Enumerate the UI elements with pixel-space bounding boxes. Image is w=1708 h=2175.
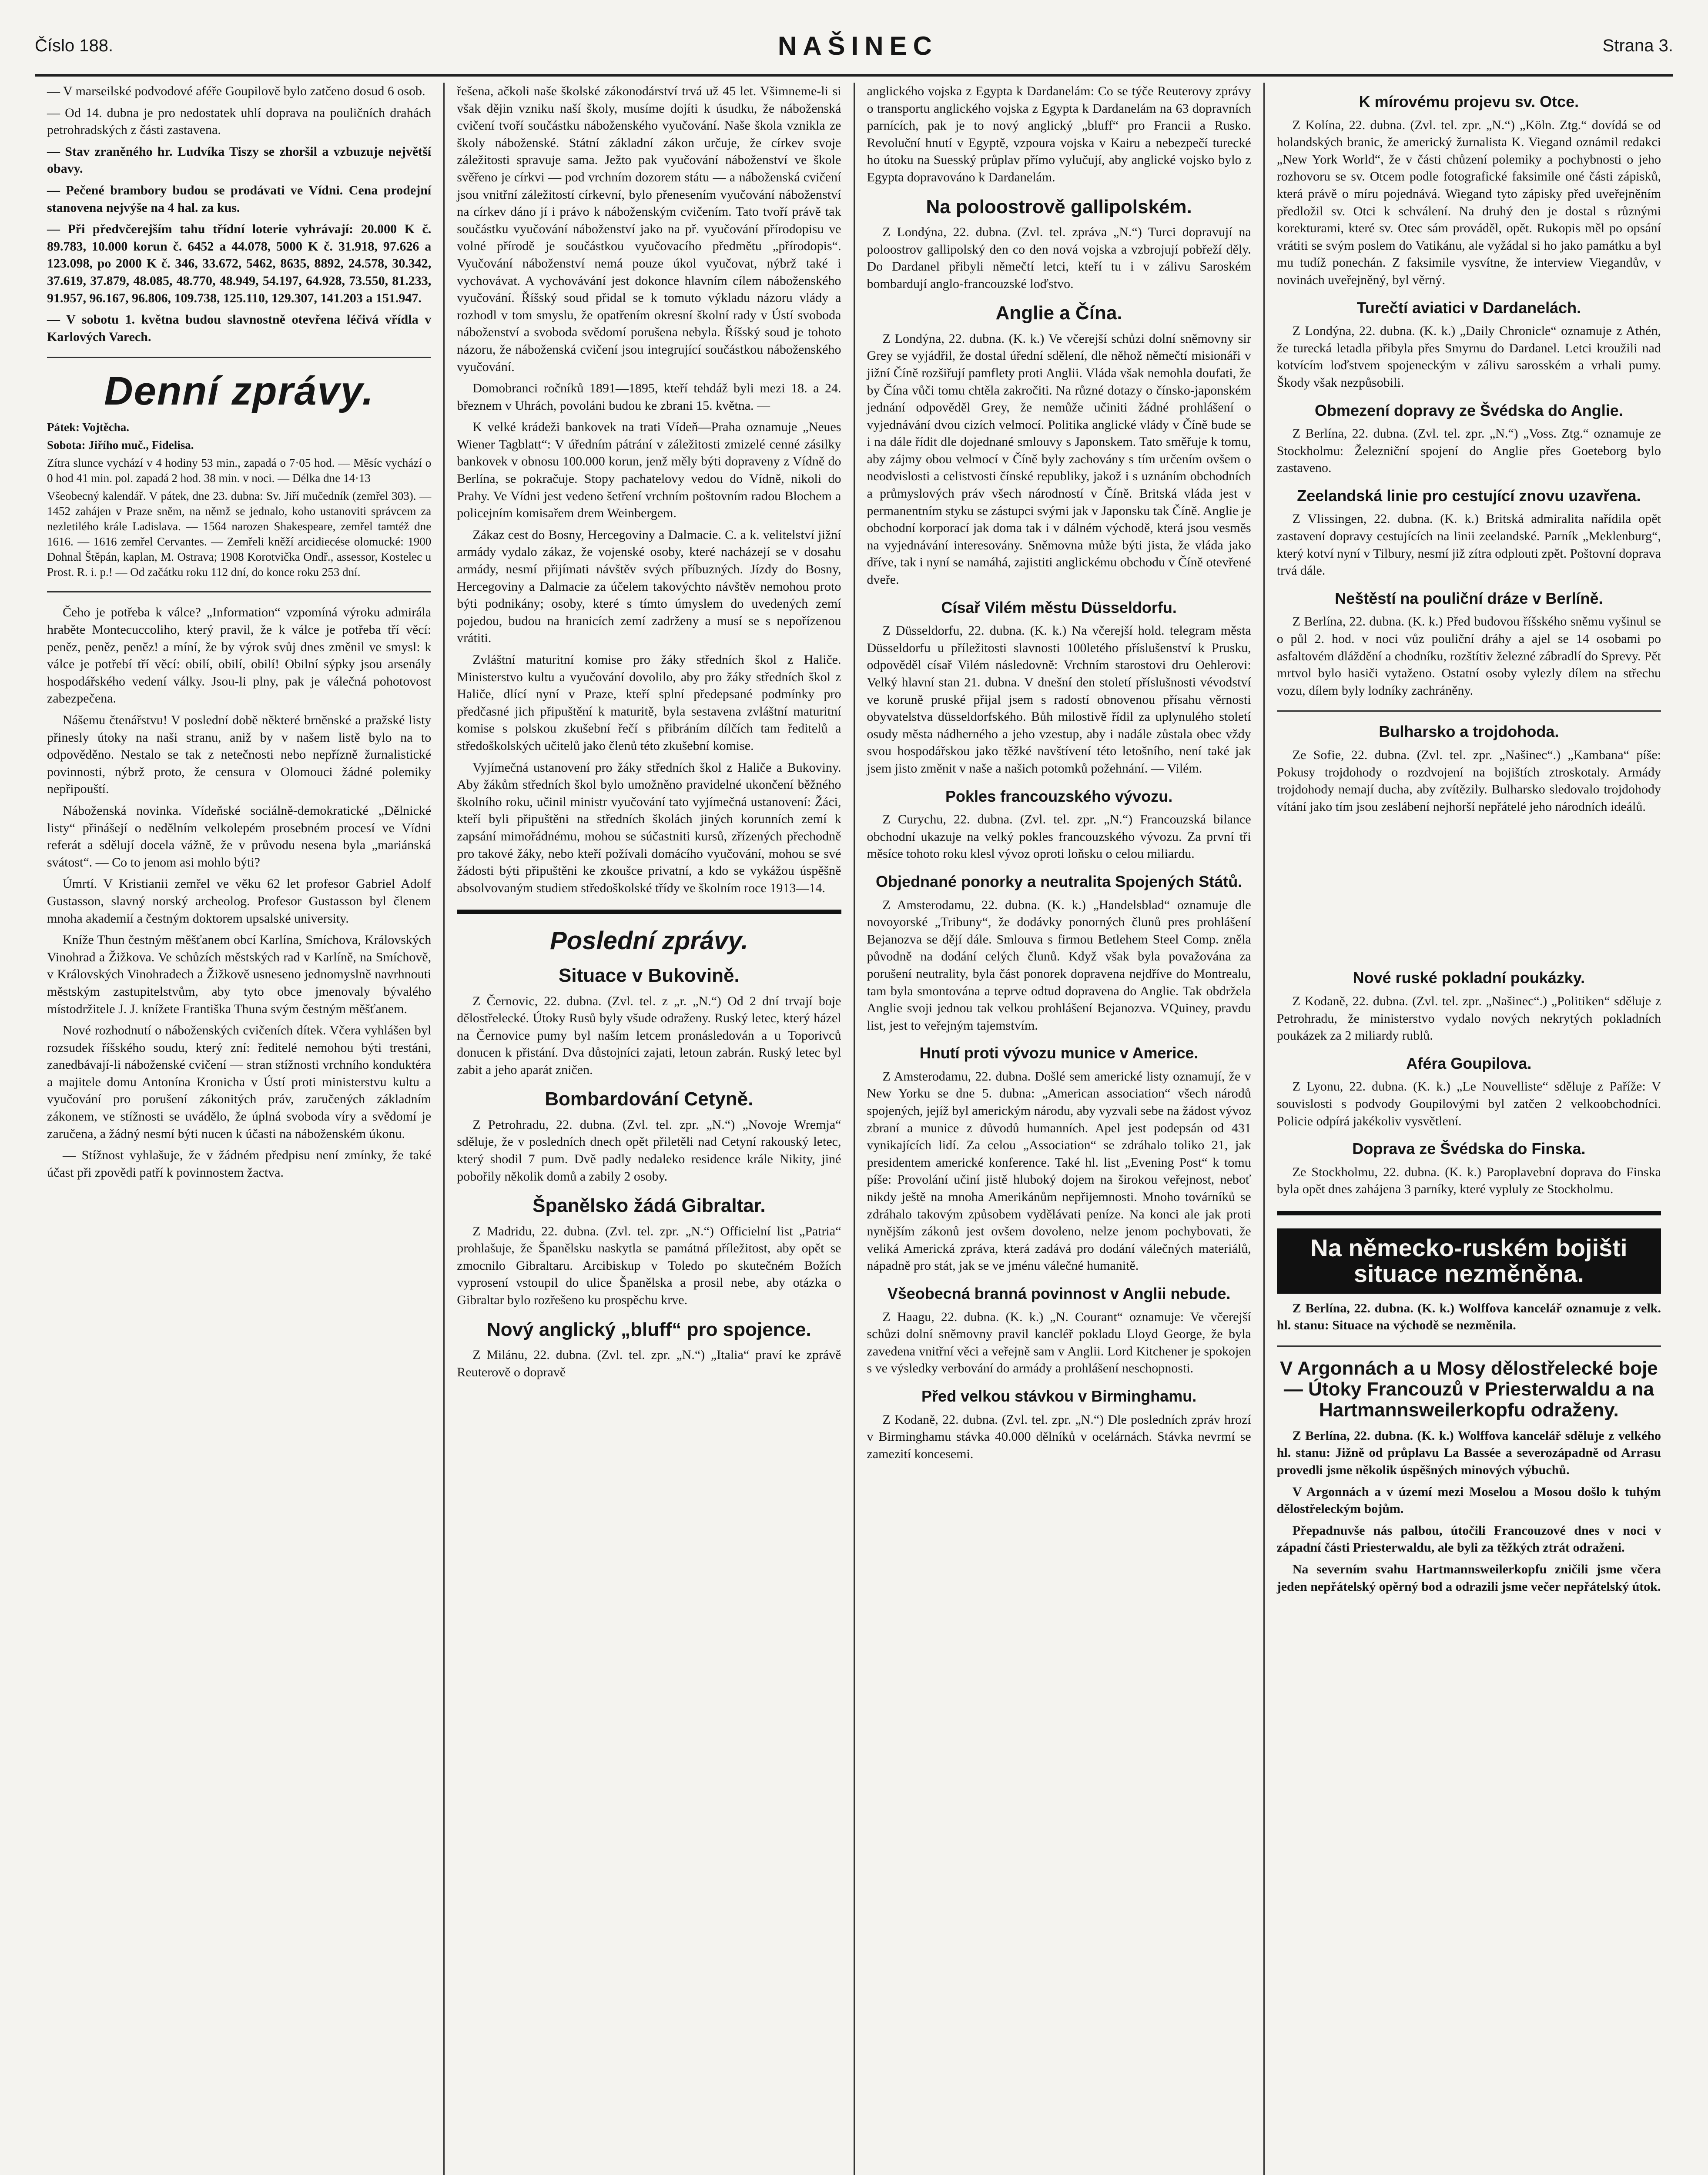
- article-paragraph: — Stížnost vyhlašuje, že v žádném předpisu není zmínky, že také účast při zpovědi patří k povinnostem žactva.: [47, 1148, 432, 1180]
- article-heading: Neštěstí na pouliční dráze v Berlíně.: [1335, 589, 1603, 607]
- article-paragraph: Z Madridu, 22. dubna. (Zvl. tel. zpr. „N.“) Officielní list „Patria“ prohlašuje, že Španělsku naskytla se památná příležitost, aby opět se zmocnilo Gibraltaru. Arcibiskup v Toledo po skutečném Božích vyprosení vstoupil do ulice Španělska a prosil nebe, aby otázka o Gibraltar bylo rozřešeno ku prospěchu krve.: [457, 1224, 841, 1307]
- empty-space: [1277, 820, 1661, 959]
- article-paragraph: Z Vlissingen, 22. dubna. (K. k.) Britská admiralita nařídila opět zastavení dopravy cestujících na linii zeelandské. Parník „Meklenburg“, který kotví nyní v Tilbury, nesmí již zítra odplouti zpět. Poštovní doprava trvá dále.: [1276, 512, 1661, 578]
- article-paragraph: Na severním svahu Hartmannsweilerkopfu zničili jsme včera jeden nepřátelský opěrný bod a odrazili jsme večer nepřátelský útok.: [1276, 1562, 1661, 1594]
- divider: [1277, 1345, 1661, 1347]
- article-heading: Turečtí aviatici v Dardanelách.: [1356, 298, 1581, 317]
- short-note: — V sobotu 1. května budou slavnostně otevřena léčivá vřídla v Karlových Varech.: [47, 312, 432, 344]
- article-heading-inverted: Na německo-ruském bojišti situace nezměněna.: [1277, 1228, 1661, 1294]
- divider: [1277, 1211, 1661, 1215]
- article-paragraph: Náboženská novinka. Vídeňské sociálně-demokratické „Dělnické listy“ přinášejí o nedělním velkolepém prosebném procesí ve Vídni referát a sdělují docela vážně, že v průvodu nesena byla „mariánská svátost“. — Co to jenom asi mohlo býti?: [47, 803, 432, 870]
- newspaper-columns: [35, 83, 1673, 2175]
- article-paragraph: Kníže Thun čestným měšťanem obcí Karlína, Smíchova, Královských Vinohrad a Žižkova. Ve schůzích městských rad v Karlíně, na Smíchově, v Královských Vinohradech a Žižkově usneseno jednomyslně navrhnouti městským zastupitelstvům, aby tyto obce jmenovaly bývalého místodržitele J. J. knížete Františka Thuna svým čestným měšťanem.: [47, 933, 432, 1016]
- divider: [457, 910, 841, 914]
- article-paragraph: Z Milánu, 22. dubna. (Zvl. tel. zpr. „N.“) „Italia“ praví ke zprávě Reuterově o dopravě: [457, 1347, 841, 1379]
- article-paragraph: Z Londýna, 22. dubna. (K. k.) „Daily Chronicle“ oznamuje z Athén, že turecká letadla přibyla přes Smyrnu do Dardanel. Letci kroužili nad kotvícím loďstvem spojeneckým v zálivu sarosském a vrhali pumy. Škody však nezpůsobili.: [1276, 324, 1661, 390]
- short-note: — V marseilské podvodové aféře Goupilově bylo zatčeno dosud 6 osob.: [47, 84, 425, 98]
- article-heading: Španělsko žádá Gibraltar.: [532, 1195, 766, 1217]
- article-heading: Objednané ponorky a neutralita Spojených Států.: [876, 872, 1242, 890]
- article-paragraph: Z Berlína, 22. dubna. (K. k.) Před budovou říšského sněmu vyšinul se o půl 2. hod. v noci vůz pouliční dráhy a ajel se 14 osobami po asfaltovém dláždění a chodníku, rozštítiv železné zábradlí do Sprevy. Pět mrtvol bylo hasiči vytaženo. Ostatní osoby vylezly dílem na střechu vozu, dílem byly lodníky zachráněny.: [1276, 614, 1661, 698]
- article-paragraph: Nové rozhodnutí o náboženských cvičeních dítek. Včera vyhlášen byl rozsudek říšského soudu, který zní: ředitelé nemohou býti trestáni, zanedbávají-li náboženské cvičení — stran stížnosti vrchního konduktéra a majitele domu Antonína Kronicha v Ústí proti ministerstvu kultu a vyučování pro porušení zákonitých práv, zaručených základním zákonem, ve stížnosti se uvádělo, že úplná svoboda víry a svědomí je zaručena, a žádný nesmí býti nucen k účasti na náboženském úkonu.: [47, 1023, 432, 1141]
- article-paragraph: Zvláštní maturitní komise pro žáky středních škol z Haliče. Ministerstvo kultu a vyučování dovolilo, aby pro žáky středních škol z Haliče, dlící nyní v Praze, kteří splní předepsané podmínky pro předčasné jich připuštění k maturitě, byla sestavena zvláštní maturitní komise s polskou zkušební řečí s přibráním dílčích tam ředitelů a středoškolských učitelů jako členů této zkušební komise.: [457, 652, 841, 753]
- calendar-line: Pátek: Vojtěcha.: [47, 420, 129, 434]
- article-heading: Císař Vilém městu Düsseldorfu.: [941, 598, 1177, 616]
- column-3: [855, 83, 1265, 2175]
- calendar-block: [47, 420, 431, 580]
- article-paragraph: Čeho je potřeba k válce? „Information“ vzpomíná výroku admirála hraběte Montecuccoliho, který pravil, že k válce je potřeba tří věcí: peněz, peněz, peněz! a míní, že by výrok svůj dnes změnil ve smysl: k válce je potřebí tří věcí: obilí, obilí, obilí! Obilní sýpky jsou arsenály hospodářského vedení války. Jsou-li plny, pak je válečná pohotovost zabezpečena.: [47, 605, 432, 706]
- article-heading: Obmezení dopravy ze Švédska do Anglie.: [1314, 401, 1623, 419]
- article-paragraph: Z Černovic, 22. dubna. (Zvl. tel. z „r. „N.“) Od 2 dní trvají boje dělostřelecké. Útoky Rusů byly všude odraženy. Ruský letec, který házel na Černovice pumy byl naším letcem pronásledován a u Toporivců donucen k přistání. Dva důstojníci zajati, letoun zabrán. Ruský letec byl zabit a jeho aparát zničen.: [457, 994, 841, 1077]
- article-paragraph: Z Londýna, 22. dubna. (K. k.) Ve včerejší schůzi dolní sněmovny sir Grey se vyjádřil, že dostal úřední sdělení, dle něhož němečtí misionáři v jižní Číně rozšiřují pamflety proti Anglii. Vláda však nemohla doufati, že by Čína vůči tomu chtěla zakročiti. Na různé dotazy o čínsko-japonském jednání odpověděl Grey, že nemůže učiniti žádné prohlášení o vyjednávání dvou cizích velmocí. Politika anglické vlády v Číně bude se i na dále řídit dle dojednané smlouvy s Japonskem. Tato směřuje k tomu, aby zájmy obou velmocí v Číně byly zachovány s tím určením ovšem o neodvislosti a celistvosti čínské republiky, jakož i s uznáním obchodních a průmyslových práv všech národností v Číně. Britská vláda jest v permanentním styku se zástupci svými jak v Japonsku tak Číně. Anglie je obchodní korporací jak doma tak i v dálném východě, která jsou vesměs na vyjednávání interesovány. Sněmovna může býti jista, že vláda jako dříve, tak i nyní se namáhá, zajistiti anglickému obchodu v Číně otevřené dveře.: [867, 331, 1251, 587]
- calendar-line: Všeobecný kalendář. V pátek, dne 23. dubna: Sv. Jiří mučedník (zemřel 303). — 1452 zahájen v Praze sněm, na němž se jednalo, koho ustanoviti správcem za nezletilého krále Ladislava. — 1564 narozen Shakespeare, zemřel tamtéž dne 1616. — 1616 zemřel Cervantes. — Zemřeli kněží arcidiecése olomucké: 1900 Dohnal Štěpán, kaplan, M. Ostrava; 1908 Korotvička Ondř., assessor, Kostelec u Prost. R. i. p.! — Od začátku roku 112 dní, do konce roku 253 dní.: [47, 489, 432, 579]
- article-paragraph: V Argonnách a v území mezi Moselou a Mosou došlo k tuhým dělostřeleckým bojům.: [1276, 1484, 1661, 1516]
- article-paragraph: Z Curychu, 22. dubna. (Zvl. tel. zpr. „N.“) Francouzská bilance obchodní ukazuje na velký pokles francouzského vývozu. Za první tři měsíce tohoto roku klesl vývoz oproti loňsku o celou miliardu.: [867, 812, 1251, 861]
- article-heading: Situace v Bukovině.: [559, 965, 740, 987]
- article-heading: Bombardování Cetyně.: [545, 1088, 754, 1110]
- article-paragraph: Ze Stockholmu, 22. dubna. (K. k.) Paroplavební doprava do Finska byla opět dnes zahájena 3 parníky, které vypluly ze Stockholmu.: [1276, 1164, 1661, 1197]
- article-paragraph: Z Petrohradu, 22. dubna. (Zvl. tel. zpr. „N.“) „Novoje Wremja“ sděluje, že v posledních dnech opět přiletěli nad Cetyní rakouský letec, který shodil 7 pum. Dvě padly nedaleko residence krále Nikity, jiné pobořily několik domů a zabily 2 osoby.: [457, 1117, 841, 1184]
- article-paragraph: Z Kolína, 22. dubna. (Zvl. tel. zpr. „N.“) „Köln. Ztg.“ dovídá se od holandských branic, že americký žurnalista K. Viegand oznámil redakci „New York World“, že v části chůzení polemiky a pochybnosti o jeho rozhovoru se sv. Otcem podle fotografické faksimile oné části zápisků, která právě o míru pojednává. Wiegand tyto zápisky před uveřejněním předložil sv. Otci k schválení. Na druhý den je dostal s různými korekturami, které sv. Otec sám prováděl, opět. Rukopis měl po opsání vrátiti se svým poslem do Vatikánu, ale vyžádal si ho jako památku a byl mu tudíž ponechán. Z faksimile vysvítne, že interview Viegandův, v novinách uveřejněný, byl věrný.: [1276, 117, 1661, 287]
- article-heading: Nový anglický „bluff“ pro spojence.: [487, 1318, 811, 1340]
- article-paragraph: Přepadnuvše nás palbou, útočili Francouzové dnes v noci v západní části Priesterwaldu, ale byli za těžkých ztrát odraženi.: [1276, 1523, 1661, 1555]
- article-paragraph: Z Lyonu, 22. dubna. (K. k.) „Le Nouvelliste“ sděluje z Paříže: V souvislosti s podvody Goupilovými byl zatčen 2 velkoobchodníci. Policie odpírá jakékoliv vysvětlení.: [1276, 1079, 1661, 1128]
- issue-number: Číslo 188.: [35, 36, 114, 55]
- article-heading: Na poloostrově gallipolském.: [926, 196, 1192, 218]
- article-heading: Pokles francouzského vývozu.: [945, 787, 1173, 805]
- short-note: — Stav zraněného hr. Ludvíka Tiszy se zhoršil a vzbuzuje největší obavy.: [47, 144, 432, 176]
- article-heading: K mírovému projevu sv. Otce.: [1359, 93, 1579, 110]
- article-paragraph: Z Berlína, 22. dubna. (K. k.) Wolffova kancelář sděluje z velkého hl. stanu: Jižně od průplavu La Bassée a severozápadně od Arrasu provedli jsme několik úspěšných minových výbuchů.: [1276, 1428, 1661, 1478]
- article-heading: Doprava ze Švédska do Finska.: [1352, 1140, 1586, 1158]
- page-header: [35, 17, 1673, 77]
- article-paragraph: K velké krádeži bankovek na trati Vídeň—Praha oznamuje „Neues Wiener Tagblatt“: V úředním pátrání v záležitosti zmizelé cenné zásilky bankovek v obnosu 100.000 korun, jenž měly býti dopraveny z Vídně do Berlína, se pokračuje. Stopy pachatelovy vedou do Vídně, nikoli do Prahy. Ve Vídni jest vedeno šetření vrchním poštovním radou Blochem a policejním komisařem drem Weinbergem.: [457, 420, 841, 521]
- section-heading-posledni-zpravy: Poslední zprávy.: [550, 927, 748, 955]
- article-paragraph: Z Kodaně, 22. dubna. (Zvl. tel. zpr. „Našinec“.) „Politiken“ sděluje z Petrohradu, že ministerstvo vydalo nových nekrytých pokladních poukázek za 2 miliardy rublů.: [1276, 994, 1661, 1043]
- calendar-line: Zítra slunce vychází v 4 hodiny 53 min., zapadá o 7·05 hod. — Měsíc vychází o 0 hod 41 min. pol. zapadá 2 hod. 38 min. v noci. — Délka dne 14·13: [47, 456, 432, 485]
- article-heading: Aféra Goupilova.: [1406, 1054, 1532, 1072]
- page-number: Strana 3.: [1602, 36, 1673, 55]
- article-paragraph: Ze Sofie, 22. dubna. (Zvl. tel. zpr. „Našinec“.) „Kambana“ píše: Pokusy trojdohody o rozdvojení na bojištích ztroskotaly. Armády trojdohody nemají ducha, aby zvítězily. Bulharsko sledovalo trojdohody vítání jako tím jsou zeslábení nejhorší nepřátelé jeho národních ideálů.: [1276, 748, 1661, 814]
- divider: [47, 591, 431, 592]
- article-heading: Před velkou stávkou v Birminghamu.: [921, 1387, 1197, 1405]
- column-1: [35, 83, 445, 2175]
- article-paragraph: řešena, ačkoli naše školské zákonodárství trvá už 45 let. Všimneme-li si však dějin vzniku naší školy, musíme dojíti k úsudku, že náboženská cvičení tvoří součástku náboženského vyučování. Naše škola vznikla ze školy náboženské. Státní základní zákon určuje, že církev svoje záležitosti spravuje sama. Ježto pak vyučování náboženství ve škole svěřeno je církvi — pod vrchním dozorem státu — a náboženská cvičení jsou vnitřní záležitostí církevní, bylo přenesením vyučování náboženství na církev dáno jí i právo k náboženským cvičením. Tato tvoří právě tak součástku vyučování náboženství jako na př. vyučování přírodopisu ve volné přírodě je součástkou vyučovacího předmětu „přírodopis“. Vyučování náboženství nemá pouze úkol vyučovat, nýbrž také i vychovávat. A vychovávání jest dokonce hlavním cílem náboženského vyučování. Říšský soud přidal se k tomuto výkladu názoru vlády a rozhodl v tom smyslu, že opatřením okresní školní rady v Ústí svoboda náboženství a svoboda svědomí porušena nebyla. Říšský soud je tohoto názoru, že náboženská cvičení jsou integrující součástkou náboženského vyučování.: [457, 84, 841, 374]
- article-paragraph: Z Londýna, 22. dubna. (Zvl. tel. zpráva „N.“) Turci dopravují na poloostrov gallipolský den co den nová vojska a vzbrojují pobřeží děly. Do Dardanel přibyli němečtí letci, kteří tu i v zálivu Saroském bombardují anglo-francouzské loďstvo.: [867, 224, 1251, 291]
- column-4: [1265, 83, 1673, 2175]
- article-heading-large: V Argonnách a u Mosy dělostřelecké boje — Útoky Francouzů v Priesterwaldu a na Hartmannsweilerkopfu odraženy.: [1279, 1357, 1658, 1421]
- article-paragraph: anglického vojska z Egypta k Dardanelám: Co se týče Reuterovy zprávy o transportu anglického vojska z Egypta k Dardanelám na 63 dopravních parnících, pak je to nový anglický „bluff“ pro Francii a Rusko. Revoluční hnutí v Egyptě, vzpoura vojska v Kairu a nebezpečí turecké ho útoku na Suesský průplav přímo vylučují, aby anglické vojsko bylo z Egypta dopravováno k Dardanelám.: [867, 84, 1251, 184]
- article-paragraph: Vyjímečná ustanovení pro žáky středních škol z Haliče a Bukoviny. Aby žákům středních škol bylo umožněno pravidelné ukončení běžného školního roku, učinil ministr vyučování tato vyjímečná ustanovení: Žáci, kteří byli připuštěni na středních školách jiných korunních zemí k zapsání mimořádnému, mohou se súčastniti kursů, zřízených přechodně pro takové žáky, nebo kteří požívali domácího vyučování, mohou se své žádosti býti připuštěni ke zkoušce privatní, a kdo se vykážou úspěšně absolvovaným studiem středoškolské třídy ve školním roce 1913—14.: [457, 760, 841, 895]
- article-paragraph: Z Amsterodamu, 22. dubna. Došlé sem americké listy oznamují, že v New Yorku se dne 5. dubna: „American association“ všech národů spojených, jejíž byl americkým národu, aby vyzvali sebe na žádost vývoz zbraní a munice z důvodů humanních. Apel jest podepsán od 431 vynikajících lidí. Za celou „Association“ se zdráhalo toliko 21, jak presidentem americké konference. Také hl. list „Evening Post“ k tomu píše: Provolání učiní jistě hluboký dojem na širokou veřejnost, neboť nikdy ještě na mnoha Amerikánům nepřijemnosti. Mnoho továrníků se zdráhalo takovým způsobem vydělávati peníze. Na konci ale jak proti nynějším zákonů jest ovšem dovoleno, nelze jenom pochybovati, že veliká Americká zpráva, která zadává pro dodání válečných materiálů, nápadně pro stát, jak se ve jménu válečné humanitě.: [867, 1069, 1251, 1273]
- article-paragraph: Z Amsterodamu, 22. dubna. (K. k.) „Handelsblad“ oznamuje dle novoyorské „Tribuny“, že dodávky ponorných člunů pres prohlášení Bejanozva se dějí dále. Smlouva s firmou Betlehem Steel Comp. zněla původně na dodání celých člunů. Když však byla považována za porušení neutrality, byla část ponorek dopravena nejdříve do Montrealu, tam byla smontována a teprve odtud dopravena do Anglie. Tak obdržela Anglie svoji jednou tak velkou prohlášení Bejanozva. VQuiney, pravdu list, jest to veřejným tajemstvím.: [867, 897, 1251, 1033]
- article-heading: Anglie a Čína.: [995, 302, 1122, 324]
- short-note: — Od 14. dubna je pro nedostatek uhlí doprava na pouličních drahách petrohradských z části zastavena.: [47, 105, 432, 137]
- article-heading: Nové ruské pokladní poukázky.: [1353, 969, 1585, 987]
- calendar-line: Sobota: Jiřího muč., Fidelisa.: [47, 438, 194, 452]
- newspaper-title: NAŠINEC: [777, 31, 938, 60]
- divider: [1277, 710, 1661, 712]
- article-paragraph: Nášemu čtenářstvu! V poslední době některé brněnské a pražské listy přinesly útoky na naši stranu, aniž by v našem listě bylo na to odpověděno. Nestalo se tak z netečnosti nebo nepřízně žurnalistické povinnosti, nýbrž proto, že censura v Olomouci žádné polemiky nepřipouští.: [47, 713, 432, 796]
- section-heading-denni-zpravy: Denní zprávy.: [104, 369, 374, 414]
- article-heading: Zeelandská linie pro cestující znovu uzavřena.: [1297, 486, 1641, 505]
- article-heading: Hnutí proti vývozu munice v Americe.: [919, 1044, 1199, 1062]
- article-paragraph: Z Berlína, 22. dubna. (K. k.) Wolffova kancelář oznamuje z velk. hl. stanu: Situace na východě se nezměnila.: [1276, 1301, 1661, 1333]
- article-paragraph: Z Kodaně, 22. dubna. (Zvl. tel. zpr. „N.“) Dle posledních zpráv hrozí v Birminghamu stávka 40.000 dělníků v ocelárnách. Stávka nevrmí se zamezití koncesemi.: [867, 1412, 1251, 1461]
- article-paragraph: Úmrtí. V Kristianii zemřel ve věku 62 let profesor Gabriel Adolf Gustasson, slavný norský archeolog. Profesor Gustasson byl členem mnoha akademií a čestným doktorem upsalské university.: [47, 877, 432, 926]
- lottery-results: — Při předvčerejším tahu třídní loterie vyhrávají: 20.000 K č. 89.783, 10.000 korun č. 6452 a 44.078, 5000 K č. 31.918, 97.626 a 123.098, po 2000 K č. 346, 33.672, 5462, 8635, 8892, 24.578, 30.342, 37.619, 37.879, 48.085, 48.770, 48.949, 54.197, 64.928, 73.550, 81.233, 91.957, 96.167, 96.806, 109.738, 125.110, 129.307, 141.203 a 151.947.: [47, 222, 432, 305]
- article-paragraph: Z Haagu, 22. dubna. (K. k.) „N. Courant“ oznamuje: Ve včerejší schůzi dolní sněmovny pravil kancléř pokladu Lloyd George, že byla zavedena vnitřní věci a veřejně sam v Anglii. Lord Kitchener je spokojen s ve výsledky verbování do armády a prohlášení neschopnosti.: [867, 1309, 1251, 1376]
- divider: [47, 357, 431, 358]
- article-heading: Bulharsko a trojdohoda.: [1379, 723, 1559, 741]
- article-paragraph: Z Berlína, 22. dubna. (Zvl. tel. zpr. „N.“) „Voss. Ztg.“ oznamuje ze Stockholmu: Železniční spojení do Anglie přes Goeteborg bylo zastaveno.: [1276, 426, 1661, 475]
- article-paragraph: Domobranci ročníků 1891—1895, kteří tehdáž byli mezi 18. a 24. březnem v Uhrách, povoláni budou ke zbrani 15. května. —: [457, 381, 841, 413]
- article-heading: Všeobecná branná povinnost v Anglii nebude.: [887, 1285, 1231, 1302]
- article-paragraph: Zákaz cest do Bosny, Hercegoviny a Dalmacie. C. a k. velitelství jižní armády vydalo zákaz, že vojenské osoby, které nacházejí se v dosahu armády, nesmí přijímati návštěv svých příbuzných. Jízdy do Bosny, Hercegoviny a Dalmacie za účelem takovýchto návštěv nemohou proto býti podnikány; osoby, které s tímto úmyslem do uvedených zemí pojedou, budou na hranicích zemí zadrženy a musí se s nepořízenou vrátiti.: [457, 527, 841, 646]
- short-note: — Pečené brambory budou se prodávati ve Vídni. Cena prodejní stanovena nejvýše na 4 hal. za kus.: [47, 183, 432, 215]
- column-2: [445, 83, 854, 2175]
- article-paragraph: Z Düsseldorfu, 22. dubna. (K. k.) Na včerejší hold. telegram města Düsseldorfu u příležitosti slavnosti 100letého příslušenství k Prusku, odpověděl císař Vilém následovně: Vrchním starostovi dru Oehlerovi: Velký hlavní stan 21. dubna. V dnešní den století příslušnosti vévodství ve koruně pruské přijal jsem s radostí obnovenou přísahu věrnosti obyvatelstva düsseldorfského. Bůh milostivě řídil za uplynulého století osudy města nádherného a jeho vzestup, aby i nadále zůstala obec vždy svou hospodářskou jako těžké navštívení této letošního, není také jak jsem jisto změnit v naše a našich potomků požehnání. — Vilém.: [867, 623, 1251, 776]
